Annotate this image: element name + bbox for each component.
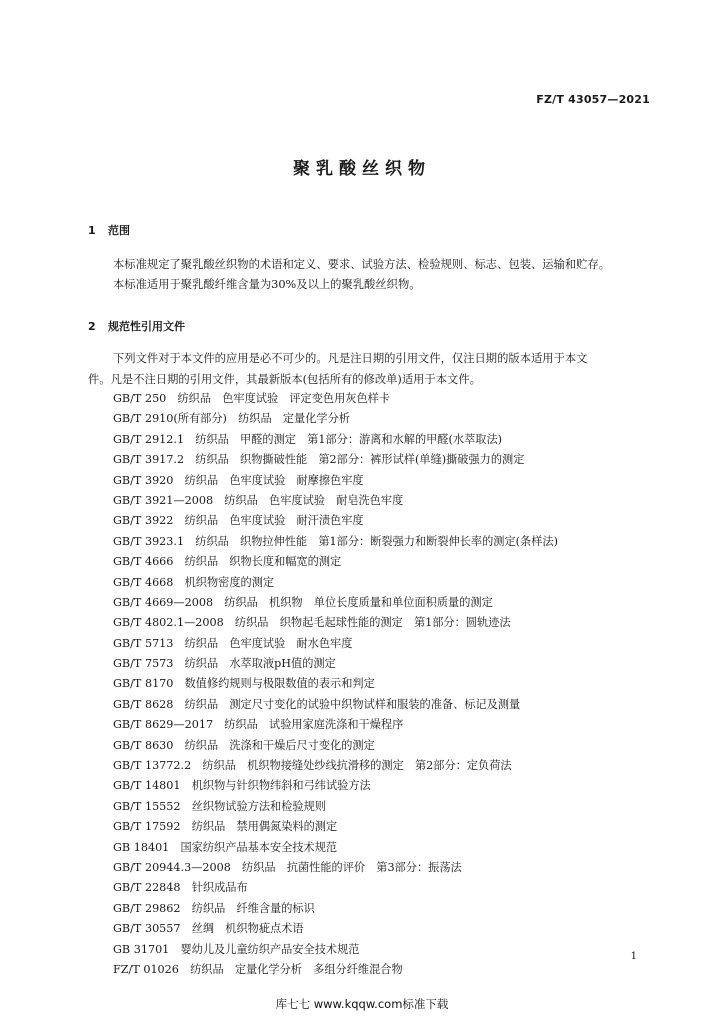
section-title: 范围 [108,224,130,237]
reference-item: GB/T 8629—2017 纺织品 试验用家庭洗涤和干燥程序 [113,718,404,732]
reference-item: GB/T 4668 机织物密度的测定 [113,575,275,589]
section-heading-scope [88,222,130,238]
reference-item: GB/T 22848 针织成品布 [113,881,248,895]
reference-item: GB/T 17592 纺织品 禁用偶氮染料的测定 [113,820,338,834]
document-title: 聚乳酸丝织物 [293,159,431,179]
section-title: 规范性引用文件 [108,320,185,333]
footer-watermark: 库七七 www.kqqw.com标准下载 [275,997,449,1011]
reference-item: GB 31701 婴幼儿及儿童纺织产品安全技术规范 [113,942,360,956]
reference-item: GB/T 20944.3—2008 纺织品 抗菌性能的评价 第3部分：振荡法 [113,860,462,874]
reference-item: GB/T 14801 机织物与针织物纬斜和弓纬试验方法 [113,779,371,793]
section-heading-normative-references [88,318,185,334]
reference-item: GB/T 3917.2 纺织品 织物撕破性能 第2部分：裤形试样(单缝)撕破强力的测定 [113,453,525,467]
reference-item: FZ/T 01026 纺织品 定量化学分析 多组分纤维混合物 [113,962,403,976]
scope-paragraph-1: 本标准规定了聚乳酸丝织物的术语和定义、要求、试验方法、检验规则、标志、包装、运输和贮存。 [113,258,611,271]
reference-item: GB/T 4666 纺织品 织物长度和幅宽的测定 [113,555,342,569]
reference-item: GB/T 2910(所有部分) 纺织品 定量化学分析 [113,412,350,426]
scope-paragraph-2: 本标准适用于聚乳酸纤维含量为30%及以上的聚乳酸丝织物。 [113,278,421,291]
references-intro-line-2: 件。凡是不注日期的引用文件，其最新版本(包括所有的修改单)适用于本文件。 [88,372,481,386]
reference-item: GB/T 8170 数值修约规则与极限数值的表示和判定 [113,677,375,691]
reference-item: GB/T 8628 纺织品 测定尺寸变化的试验中织物试样和服装的准备、标记及测量 [113,697,521,711]
reference-item: GB/T 15552 丝织物试验方法和检验规则 [113,799,326,813]
reference-item: GB/T 29862 纺织品 纤维含量的标识 [113,901,315,915]
reference-item: GB/T 30557 丝绸 机织物疵点术语 [113,922,304,936]
reference-item: GB/T 3921—2008 纺织品 色牢度试验 耐皂洗色牢度 [113,493,404,507]
reference-item: GB/T 3922 纺织品 色牢度试验 耐汗渍色牢度 [113,514,364,528]
section-number: 2 [88,320,96,333]
section-number: 1 [88,224,96,237]
reference-list [113,389,558,980]
references-intro-line-1: 下列文件对于本文件的应用是必不可少的。凡是注日期的引用文件，仅注日期的版本适用于本文 [113,352,588,365]
references-intro [88,349,660,390]
reference-item: GB/T 7573 纺织品 水萃取液pH值的测定 [113,657,336,671]
reference-item: GB/T 2912.1 纺织品 甲醛的测定 第1部分：游离和水解的甲醛(水萃取法) [113,432,503,446]
reference-item: GB/T 8630 纺织品 洗涤和干燥后尺寸变化的测定 [113,738,375,752]
reference-item: GB/T 13772.2 纺织品 机织物接缝处纱线抗滑移的测定 第2部分：定负荷法 [113,759,512,773]
reference-item: GB/T 3923.1 纺织品 织物拉伸性能 第1部分：断裂强力和断裂伸长率的测定(条样法) [113,534,558,548]
reference-item: GB/T 4802.1—2008 纺织品 织物起毛起球性能的测定 第1部分：圆轨迹法 [113,616,511,630]
reference-item: GB/T 3920 纺织品 色牢度试验 耐摩擦色牢度 [113,473,364,487]
page-number: 1 [630,951,637,962]
reference-item: GB 18401 国家纺织产品基本安全技术规范 [113,840,338,854]
standard-code: FZ/T 43057—2021 [536,93,650,106]
reference-item: GB/T 250 纺织品 色牢度试验 评定变色用灰色样卡 [113,392,391,405]
reference-item: GB/T 5713 纺织品 色牢度试验 耐水色牢度 [113,636,353,650]
reference-item: GB/T 4669—2008 纺织品 机织物 单位长度质量和单位面积质量的测定 [113,595,493,609]
